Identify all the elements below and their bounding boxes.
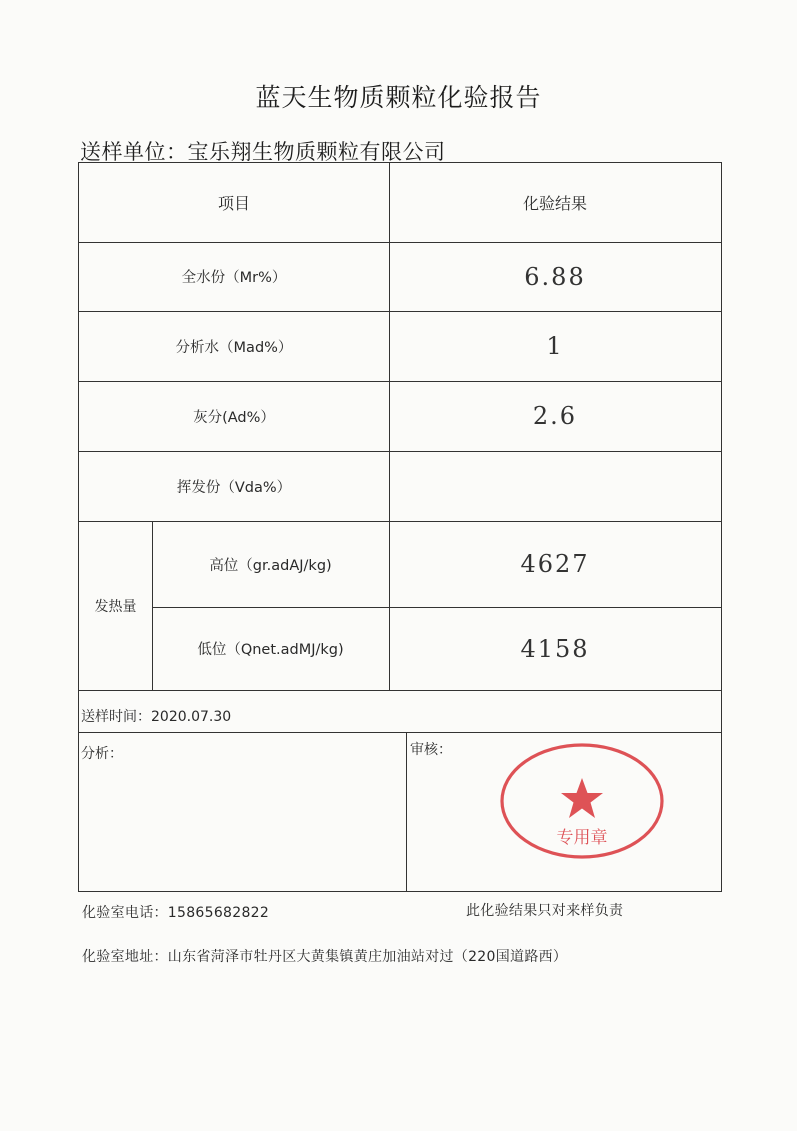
sample-time: 送样时间：2020.07.30 xyxy=(81,709,232,725)
row-value-volatile xyxy=(389,451,721,521)
row-label-moisture: 全水份（Mr%） xyxy=(181,270,287,286)
official-seal xyxy=(499,742,665,860)
row-label-ash: 灰分(Ad%） xyxy=(193,409,275,426)
heat-low-label: 低位（Qnet.adMJ/kg) xyxy=(197,642,344,658)
heat-high-label: 高位（gr.adAJ/kg) xyxy=(209,557,332,574)
heat-group-label: 发热量 xyxy=(94,598,137,615)
client-line: 送样单位：宝乐翔生物质颗粒有限公司 xyxy=(80,140,446,164)
header-item: 项目 xyxy=(217,194,250,213)
lab-address: 化验室地址：山东省菏泽市牡丹区大黄集镇黄庄加油站对过（220国道路西） xyxy=(82,949,568,965)
seal-graphic xyxy=(499,742,665,860)
column-divider xyxy=(406,732,407,892)
review-label: 审核： xyxy=(410,742,452,758)
seal-center-text: 专用章 xyxy=(556,828,608,848)
analysis-label: 分析： xyxy=(81,746,123,762)
star-icon xyxy=(561,778,603,818)
heat-low-value: 4158 xyxy=(520,634,590,663)
header-result: 化验结果 xyxy=(522,194,587,213)
disclaimer: 此化验结果只对来样负责 xyxy=(466,903,624,919)
row-value-analysis-water: 1 xyxy=(546,332,564,360)
row-value-moisture: 6.88 xyxy=(524,262,586,291)
report-title: 蓝天生物质颗粒化验报告 xyxy=(255,83,542,112)
row-label-volatile: 挥发份（Vda%） xyxy=(176,479,292,496)
lab-phone: 化验室电话：15865682822 xyxy=(82,905,270,921)
heat-high-value: 4627 xyxy=(520,550,590,578)
row-value-ash: 2.6 xyxy=(532,402,578,430)
row-label-analysis-water: 分析水（Mad%） xyxy=(175,339,293,356)
row-divider xyxy=(79,732,721,733)
row-divider xyxy=(79,690,721,691)
